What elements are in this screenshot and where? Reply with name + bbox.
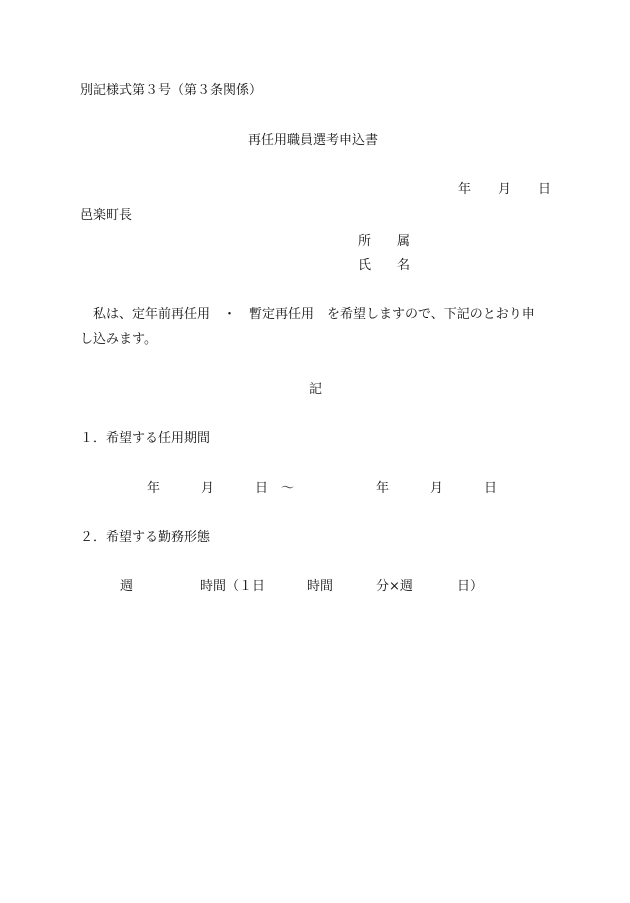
to-year-label: 年	[376, 481, 390, 496]
minutes-week-label: 分×週	[376, 579, 413, 594]
date-day-label: 日	[538, 182, 552, 197]
from-day-label: 日	[255, 481, 269, 496]
hours-label: 時間	[307, 579, 334, 594]
date-year-label: 年	[458, 182, 472, 197]
period-tilde: ～	[281, 481, 295, 496]
hours-per-day-label: 時間（１日	[200, 579, 266, 594]
section-1-heading: １．希望する任用期間	[80, 431, 211, 446]
ki-heading: 記	[309, 382, 323, 397]
body-line-1: 私は、定年前再任用 ・ 暫定再任用 を希望しますので、下記のとおり申	[93, 307, 535, 322]
date-month-label: 月	[498, 182, 512, 197]
days-close-label: 日）	[457, 579, 484, 594]
week-label: 週	[120, 579, 134, 594]
body-line-2: し込みます。	[80, 332, 157, 347]
addressee: 邑楽町長	[80, 208, 133, 223]
section-2-heading: ２．希望する勤務形態	[80, 530, 211, 545]
from-month-label: 月	[201, 481, 215, 496]
document-title: 再任用職員選考申込書	[248, 133, 379, 148]
from-year-label: 年	[147, 481, 161, 496]
to-month-label: 月	[430, 481, 444, 496]
applicant-name-label: 氏 名	[358, 258, 411, 273]
affiliation-label: 所 属	[358, 234, 411, 249]
form-number: 別記様式第３号（第３条関係）	[80, 83, 263, 98]
to-day-label: 日	[484, 481, 498, 496]
